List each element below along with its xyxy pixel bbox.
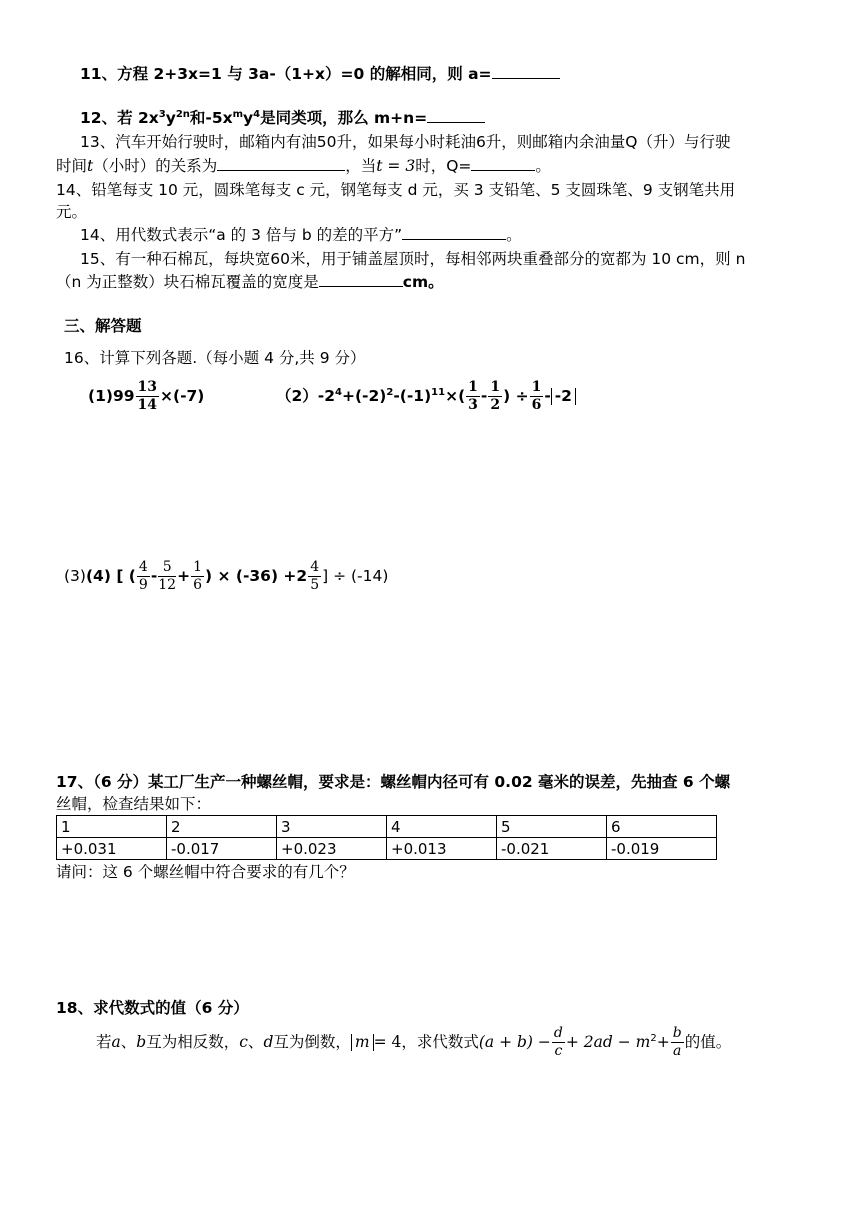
question-18-title: 18、求代数式的值（6 分） (56, 999, 249, 1017)
table-header-cell: 6 (607, 816, 717, 838)
q12-exp-3: m (232, 108, 244, 120)
q13-q-blank[interactable] (471, 156, 535, 171)
question-13-line-1 (80, 132, 731, 152)
q15-unit: cm。 (402, 273, 444, 291)
fraction-numerator: b (672, 1025, 682, 1041)
q16-part-1 (88, 376, 204, 416)
question-17-question (56, 862, 355, 882)
fraction-denominator: 14 (137, 397, 158, 413)
q18-text-3: 互为倒数， (273, 1033, 351, 1051)
question-13-line-2 (56, 156, 551, 176)
fraction-numerator: 1 (531, 379, 542, 395)
table-cell: -0.019 (607, 838, 717, 860)
table-cell: +0.013 (387, 838, 497, 860)
fraction-denominator: 5 (310, 577, 320, 593)
table-header-cell: 3 (277, 816, 387, 838)
table-row (57, 838, 717, 860)
q18-expr-3: + (656, 1033, 670, 1051)
q18-exp: 2 (650, 1032, 657, 1044)
q18-fraction-2 (671, 1025, 684, 1060)
q16-p4-fraction-1 (137, 559, 150, 594)
q17-question-text: 请问：这 6 个螺丝帽中符合要求的有几个？ (56, 863, 355, 881)
q14-text-1: 14、铅笔每支 10 元，圆珠笔每支 c 元，钢笔每支 d 元，买 3 支铅笔、5 支圆珠笔、9 支钢笔共用 (56, 181, 736, 199)
q13-time-label: 时间 (56, 157, 88, 175)
q16-p1-rest: ×(-7) (160, 387, 205, 405)
q16-p2-fraction-3 (530, 379, 544, 414)
fraction-numerator: d (553, 1025, 563, 1041)
q18-expr-2: + 2ad − m (565, 1033, 651, 1051)
q16-p2-mid-2: -(-1) (393, 387, 432, 405)
q16-p2-mid-1: +(-2) (341, 387, 387, 405)
q16-p2-end: - (544, 387, 551, 405)
q14b-answer-blank[interactable] (402, 225, 506, 240)
q16-p4-label: (4) [ ( (85, 567, 136, 585)
section-3-title: 三、解答题 (64, 317, 142, 335)
question-17-line-1 (56, 772, 730, 792)
table-header-cell: 4 (387, 816, 497, 838)
fraction-numerator: 1 (193, 559, 202, 575)
q16-p2-mid-3: ×( (445, 387, 466, 405)
q18-text-4: = 4，求代数式 (373, 1033, 479, 1051)
table-header-cell: 5 (497, 816, 607, 838)
q16-p4-plus: + (177, 567, 191, 585)
fraction-denominator: 12 (158, 577, 177, 593)
q16-part-3-4 (64, 556, 388, 596)
q16-p2-fraction-2 (488, 379, 502, 414)
fraction-numerator: 13 (137, 379, 158, 395)
question-14-line-2 (56, 202, 87, 222)
fraction-numerator: 4 (138, 559, 148, 575)
q16-p2-exp-2: 2 (386, 386, 394, 398)
q18-abs-m: m (351, 1034, 374, 1051)
q17-measurement-table (56, 815, 717, 860)
q16-p4-minus: - (150, 567, 158, 585)
q16-p4-fraction-3 (191, 559, 204, 594)
q12-exp-1: 3 (158, 108, 166, 120)
q14b-text: 14、用代数式表示“a 的 3 倍与 b 的差的平方” (80, 226, 403, 244)
q13-t-var: t (87, 157, 94, 175)
question-18-body (96, 1022, 731, 1062)
q18-text-5: 的值。 (684, 1033, 732, 1051)
q18-sep-2: 、 (247, 1033, 264, 1051)
fraction-denominator: 3 (468, 397, 478, 413)
q16-p4-fraction-2 (158, 559, 176, 594)
q12-exp-2: 2n (175, 108, 190, 120)
q15-text-2: （n 为正整数）块石棉瓦覆盖的宽度是 (56, 273, 319, 291)
question-14b (80, 225, 522, 245)
q16-p2-fraction-1 (466, 379, 480, 414)
q18-var-c: c (239, 1033, 248, 1051)
q13-q-label: 时，Q= (415, 157, 472, 175)
table-cell: +0.031 (57, 838, 167, 860)
q16-p2-minus: - (480, 387, 488, 405)
fraction-denominator: 9 (138, 577, 148, 593)
table-cell: -0.021 (497, 838, 607, 860)
table-cell: -0.017 (167, 838, 277, 860)
q16-p2-exp-3: 11 (431, 386, 446, 398)
q18-text-1: 若 (96, 1033, 112, 1051)
q18-expr-1: (a + b) − (478, 1033, 551, 1051)
fraction-denominator: 2 (490, 397, 501, 413)
q16-p4-end: ] ÷ (-14) (322, 567, 389, 585)
q18-var-d: d (263, 1033, 274, 1051)
q12-exp-4: 4 (253, 108, 261, 120)
q15-answer-blank[interactable] (319, 272, 403, 287)
q11-text: 11、方程 2+3x=1 与 3a-（1+x）=0 的解相同，则 a= (80, 65, 492, 83)
question-15-line-2 (56, 272, 444, 292)
q12-text-3: 和-5x (189, 109, 233, 127)
q12-text-4: y (243, 109, 254, 127)
question-17-line-2 (56, 794, 211, 814)
table-header-cell: 2 (167, 816, 277, 838)
q11-answer-blank[interactable] (492, 64, 560, 79)
table-header-cell: 1 (57, 816, 167, 838)
q15-text-1: 15、有一种石棉瓦，每块宽60米，用于铺盖屋顶时，每相邻两块重叠部分的宽都为 10 cm，则 n (80, 250, 746, 268)
q12-text-2: y (165, 109, 176, 127)
question-16-title: 16、计算下列各题.（每小题 4 分,共 9 分） (64, 349, 366, 367)
question-15-line-1 (80, 249, 745, 269)
fraction-numerator: 4 (310, 559, 320, 575)
q16-p2-label: （2）-2 (276, 387, 336, 405)
table-row (57, 816, 717, 838)
q16-p2-absolute-value: -2 (551, 388, 576, 405)
question-14-line-1 (56, 180, 735, 200)
question-11 (80, 64, 560, 84)
q17-text-1: 17、（6 分）某工厂生产一种螺丝帽，要求是：螺丝帽内径可有 0.02 毫米的误差，先抽查 6 个螺 (56, 773, 731, 791)
q18-sep-1: 、 (120, 1033, 137, 1051)
fraction-numerator: 1 (468, 379, 478, 395)
q14-text-2: 元。 (56, 203, 88, 221)
q16-p2-divide: ) ÷ (503, 387, 529, 405)
q13-t-value: t = 3 (376, 157, 416, 175)
fraction-denominator: 6 (193, 577, 202, 593)
fraction-numerator: 1 (490, 379, 501, 395)
fraction-denominator: a (673, 1043, 682, 1059)
q17-text-2: 丝帽，检查结果如下： (56, 795, 212, 813)
q14b-period: 。 (506, 226, 522, 244)
question-12 (80, 108, 485, 128)
fraction-denominator: c (554, 1043, 563, 1059)
q12-text-1: 12、若 2x (80, 109, 159, 127)
q12-text-5: 是同类项，那么 m+n= (260, 109, 428, 127)
q16-part-2 (276, 376, 576, 416)
q13-period: 。 (535, 157, 551, 175)
q16-p1-label: (1)99 (88, 387, 135, 405)
fraction-denominator: 6 (531, 397, 542, 413)
fraction-numerator: 5 (158, 559, 176, 577)
q12-answer-blank[interactable] (427, 108, 485, 123)
table-cell: +0.023 (277, 838, 387, 860)
q13-when-label: ，当 (345, 157, 377, 175)
q13-relation-blank[interactable] (217, 156, 345, 171)
q16-p4-fraction-4 (308, 559, 321, 594)
q18-var-a: a (111, 1033, 121, 1051)
q16-p2-exp-1: 4 (335, 386, 342, 398)
q16-p3-label: (3) (64, 567, 86, 585)
q16-p1-fraction (136, 379, 159, 414)
q16-p4-mid: ) × (-36) +2 (205, 567, 308, 585)
q18-text-2: 互为相反数， (146, 1033, 240, 1051)
q13-text-1: 13、汽车开始行驶时，邮箱内有油50升，如果每小时耗油6升，则邮箱内余油量Q（升）与行驶 (80, 133, 731, 151)
q13-relation-label: （小时）的关系为 (93, 157, 218, 175)
q18-var-b: b (136, 1033, 147, 1051)
q18-fraction-1 (552, 1025, 565, 1060)
